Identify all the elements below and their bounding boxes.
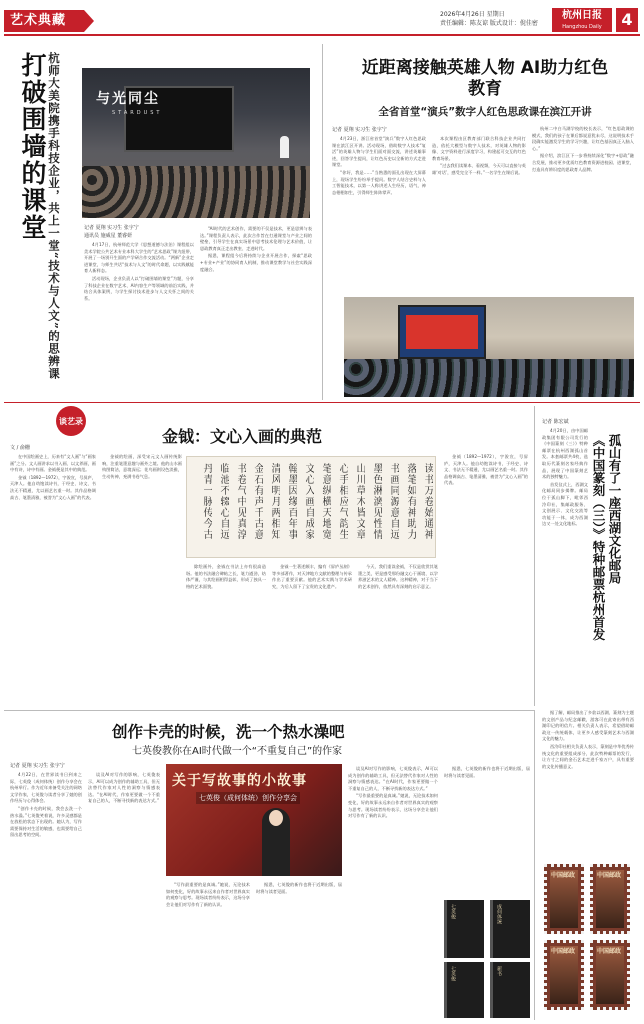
story5-subtitle: 七英俊教你在AI时代做一个“不重复自己”的作家 bbox=[132, 746, 343, 757]
screen-title: 与光同尘 bbox=[96, 91, 160, 107]
story1-para: 据悉，课程组今后将持续与企业开展合作，探索“思政+专业+产业”的协同育人机制，推动课堂教学与社会实践深度融合。 bbox=[200, 253, 312, 272]
book-cover bbox=[490, 962, 530, 1018]
calligraphy-column: 翰墨因缘百年事 bbox=[286, 463, 297, 540]
story5-para: 谈及AI对写作的影响，七英俊表示，AI可以成为创作的辅助工具，但无法替代作家对人性的洞察与情感表达。“在AI时代，作家更要做一个不重复自己的人，不断寻找新的表达方式。” bbox=[348, 766, 438, 791]
story5-body-col1 bbox=[10, 772, 82, 1016]
calligraphy-column: 临池不辍心自远 bbox=[218, 463, 229, 540]
date-block bbox=[440, 10, 538, 28]
event-poster bbox=[166, 764, 342, 876]
story2-body-col2 bbox=[432, 136, 526, 292]
story5-para: 据悉，七英俊的新作也将于近期出版，届时将与读者见面。 bbox=[444, 766, 530, 778]
story5-byline: 记者 夏翔 实习生 张宇宁 bbox=[10, 763, 65, 769]
story2-title: 近距离接触英雄人物 AI助力红色教育 bbox=[361, 58, 609, 99]
masthead bbox=[4, 4, 640, 34]
calligraphy-artwork bbox=[186, 456, 436, 558]
section-tag: 艺术典藏 bbox=[4, 10, 84, 32]
story2-subtitle: 全省首堂“演兵”数字人红色思政课在滨江开讲 bbox=[378, 106, 592, 118]
book-cover bbox=[444, 962, 484, 1018]
story1-byline: 记者 夏翔 实习生 张宇宁 bbox=[84, 225, 139, 231]
story5-body-col5 bbox=[348, 766, 438, 1016]
story2-body-col1 bbox=[332, 136, 426, 292]
story1-photo bbox=[82, 68, 310, 218]
story1-para: “AI时代的艺术创作，需要的不仅是技术，更是思辨与表达。”课程负责人表示，此次合作旨在打通课堂与产业之间的壁垒，引导学生在真实场景中思考技术伦理与艺术价值，让思政教育真正走出教室、走进时代。 bbox=[200, 226, 312, 251]
story4-para: 4月20日，由中国邮政集团有限公司发行的《中国篆刻（三）》特种邮票在杭州西湖孤山首发。本套邮票共4枚，选取历代篆刻名家经典作品，展现了中国篆刻艺术的独特魅力。 bbox=[542, 428, 588, 480]
story3-body-col1 bbox=[10, 454, 96, 706]
paper-logo-cn: 杭州日报 bbox=[562, 10, 602, 21]
poster-headline: 关于写故事的小故事 bbox=[172, 773, 307, 789]
classroom-screen bbox=[398, 305, 486, 359]
column-divider bbox=[534, 710, 535, 1020]
stamp-label: 中国邮政 bbox=[551, 872, 576, 879]
story4-body-col2 bbox=[542, 710, 634, 860]
screen-subtitle: STARDUST bbox=[112, 110, 163, 116]
story3-para: 今天，我们重读金钺，不仅是欣赏其笔墨之美，更是感受那份融文心于画境、以学养滋艺术的文人精神。这种精神，对于当下的艺术创作，依然具有深刻的启示意义。 bbox=[358, 564, 438, 589]
column-divider bbox=[534, 406, 535, 706]
story2-para: “你好，我是……”当熟悉的面孔出现在大屏幕上，现场学生纷纷举手提问。数字人结合史料与人工智能技术，以第一人称讲述人生经历，语气、神态栩栩如生，引得师生阵阵掌声。 bbox=[332, 169, 426, 195]
issue-date: 2026年4月26日 星期日 bbox=[440, 11, 505, 18]
calligraphy-column: 墨色淋漓见性情 bbox=[371, 463, 382, 540]
story4-para: 西泠印社相关负责人表示，篆刻是中华优秀传统文化的重要组成部分，此次特种邮票的发行，让方寸之间的金石艺术走进千家万户，具有重要的文化传播意义。 bbox=[542, 743, 634, 769]
stamp-image bbox=[544, 940, 584, 1010]
stamp-label: 中国邮政 bbox=[597, 872, 622, 879]
speaker-face bbox=[269, 810, 283, 826]
book-title: 七英俊 bbox=[450, 904, 456, 919]
stamp-label: 中国邮政 bbox=[597, 948, 622, 955]
book-title: 七英俊 bbox=[450, 966, 456, 981]
book-title: 成何体统 bbox=[496, 904, 502, 924]
story1-para: 4月17日，杭州师范大学《思想道德与法治》课程组以美术学院公共艺术专业本科大学生的“艺术思政”课为纽带，开展了一场别开生面的产学研合作交流活动。“两新”企业走进课堂，与师生共话“技术与人文”的时代命题，以实践赋能育人新样态。 bbox=[84, 242, 194, 274]
story5-para: 谈及AI对写作的影响，七英俊表示，AI可以成为创作的辅助工具，但无法替代作家对人性的洞察与情感表达。“在AI时代，作家更要做一个不重复自己的人，不断寻找新的表达方式。” bbox=[88, 772, 160, 804]
newspaper-page bbox=[4, 4, 640, 1020]
story2-para: 据介绍，滨江区下一步将持续深化“数字+思政”融合发展，推动更多优质红色教育资源进校园、进课堂，打造具有辨识度的思政育人品牌。 bbox=[532, 153, 634, 172]
calligraphy-column: 落笔如有神助力 bbox=[405, 463, 416, 540]
book-cover bbox=[444, 900, 484, 958]
story2-photo bbox=[344, 297, 634, 397]
story2-body-col3 bbox=[532, 126, 634, 292]
book-cover bbox=[490, 900, 530, 958]
story3-para: 金钺（1892—1972），字浚宣，号屏庐，天津人。他自幼饱读诗书，于经史、诗文、书法无不精通，尤以画艺名重一时。其作品格调高古、笔墨清雅，被誉为“文心入画”的代表。 bbox=[10, 474, 96, 500]
story1-para: 活动现场，企业负责人以“打破围墙的课堂”为题，分享了科技企业在数字艺术、AI内容生产等领域的前沿实践，并结合具体案例，与学生探讨技术进步与人文关怀之间的关系。 bbox=[84, 275, 194, 301]
story3-para: 除绘画外，金钺在书法上亦有很高造诣。他的书法融合碑帖之长，笔力遒劲，结体严谨，与其绘画相得益彰，形成了独具一格的艺术面貌。 bbox=[186, 564, 266, 589]
editors-credit: 责任编辑：陈友谅 版式设计：倪佳密 bbox=[440, 20, 538, 27]
story1-byline2: 通讯员 施威星 董睿妍 bbox=[84, 233, 133, 239]
calligraphy-column: 清风明月两相知 bbox=[269, 463, 280, 540]
column-divider bbox=[322, 44, 323, 400]
story3-body-col6 bbox=[444, 454, 528, 706]
story1-subtitle: 杭师大美院携手科技企业，共上一堂“技术与人文”的思辨课 bbox=[47, 52, 61, 380]
story5-body-col2 bbox=[88, 772, 160, 1016]
speaker-figure bbox=[280, 136, 289, 158]
paper-logo bbox=[552, 8, 612, 32]
story2-para: 本次课程由区教育部门联合科技企业共同打造，依托大模型与数字人技术，对英雄人物的影像、文字资料进行深度学习，构建起可交互的红色教育场景。 bbox=[432, 136, 526, 161]
students bbox=[344, 359, 634, 397]
page-number: 4 bbox=[616, 8, 638, 32]
story5-para: “创作卡壳的时候，我会去洗一个热水澡。”七英俊笑着说，许多灵感都是在放松的状态下出现的。她认为，写作需要保持对生活的敏感，也需要给自己留出思考的空间。 bbox=[10, 805, 82, 838]
story5-body-col6 bbox=[444, 766, 530, 894]
masthead-rule bbox=[4, 34, 640, 36]
calligraphy-column: 文心入画自成家 bbox=[303, 463, 314, 540]
book-title: 新书 bbox=[496, 966, 502, 976]
calligraphy-column: 书卷气中见真淳 bbox=[235, 463, 246, 540]
story3-para: 金钺（1892—1972），字浚宣，号屏庐，天津人。他自幼饱读诗书，于经史、诗文、书法无不精通，尤以画艺名重一时。其作品格调高古、笔墨清雅，被誉为“文心入画”的代表。 bbox=[444, 454, 528, 486]
story4-subtitle: 孤山有了一座西湖文化邮局 bbox=[607, 434, 622, 584]
story5-para: “写作最重要的是真诚。”她说，无论技术如何变化，好的故事永远来自作者对世界真实的观察与思考。现场读者纷纷表示，这场分享会让他们对写作有了新的认识。 bbox=[348, 793, 438, 819]
story1-title: 打破围墙的课堂 bbox=[18, 52, 47, 241]
story1-body-col2 bbox=[200, 226, 312, 392]
story2-byline: 记者 夏翔 实习生 张宇宁 bbox=[332, 127, 387, 133]
story5-body-col4 bbox=[256, 882, 342, 1016]
story3-body-col4 bbox=[272, 564, 352, 706]
paper-logo-en: Hangzhou Daily bbox=[562, 24, 602, 30]
calligraphy-column: 山川草木皆文章 bbox=[354, 463, 365, 540]
column-badge: 谈艺录 bbox=[56, 406, 86, 436]
section-divider bbox=[4, 710, 534, 711]
story5-title: 创作卡壳的时候，洗一个热水澡吧 bbox=[112, 723, 345, 741]
story2-para: 杭州二中白马湖学校的校长表示，“红色思政课的模式，我们的孩子在课后都说意犹未尽，这说明技术手段确实能激发学生的学习兴趣，让红色基因真正入脑入心。” bbox=[532, 126, 634, 151]
calligraphy-column: 书画同源意自远 bbox=[388, 463, 399, 540]
calligraphy-column: 读书万卷始通神 bbox=[422, 463, 433, 540]
story3-body-col3 bbox=[186, 564, 266, 706]
story2-para: 4月23日，浙江省首堂“演兵”数字人红色思政课在滨江区开讲。活动现场，借助数字人技术“复活”的英雄人物与学生们面对面交流，讲述英雄事迹，回答学生提问，让红色历史以全新的方式走进课堂。 bbox=[332, 136, 426, 168]
stamp-image bbox=[590, 940, 630, 1010]
story1-body-col1 bbox=[84, 242, 194, 392]
story4-title: 《中国篆刻（三）》特种邮票杭州首发 bbox=[591, 434, 606, 641]
audience bbox=[82, 166, 310, 218]
story2-para: “过去我们读课本、看视频，今天可以直接与英雄‘对话’，感受完全不一样。”一名学生在课后说。 bbox=[432, 163, 526, 175]
story4-para: 首发仪式上，西湖文化邮局同步揭牌。邮局位于孤山脚下，毗邻西泠印社，集邮政服务、文创展示、文化交流等功能于一体，成为西湖边又一处文化地标。 bbox=[542, 481, 588, 527]
story3-title: 金钺：文心入画的典范 bbox=[162, 427, 323, 446]
section-tag-arrow bbox=[84, 10, 94, 32]
story3-author: 文 / 俞栅 bbox=[10, 445, 30, 451]
story3-para: 金钺一生著述颇丰，编有《屏庐丛刻》等多部著作，对天津地方文献的整理与传承作出了重要贡献。他的艺术实践与学术研究，为后人留下了宝贵的文化遗产。 bbox=[272, 564, 352, 589]
story3-para: 在中国绘画史上，历来有“文人画”与“画家画”之分。文人画讲求以书入画、以文养画，画中有诗，诗中有画。金钺便是其中的典范。 bbox=[10, 454, 96, 473]
story3-body-col5 bbox=[358, 564, 438, 706]
story4-body-col1 bbox=[542, 428, 588, 708]
story3-para: 金钺的绘画，深受宋元文人画传统影响，注重笔墨意趣与画外之境。他的山水画构图简洁，意境深远；花鸟画则设色淡雅，生动传神，充满书卷气息。 bbox=[102, 454, 182, 479]
story4-byline: 记者 陈宏斌 bbox=[542, 419, 569, 425]
calligraphy-column: 心手相应气韵生 bbox=[337, 463, 348, 540]
poster-subline: 七英俊（成何体统）创作分享会 bbox=[196, 792, 300, 804]
calligraphy-column: 金石有声千古意 bbox=[252, 463, 263, 540]
story5-para: 4月22日，在世界读书日到来之际，七英俊（成何体统）创作分享会在杭州举行。作为近年来备受关注的网络文学作家，七英俊与读者分享了她的创作经历与心得体会。 bbox=[10, 772, 82, 804]
section-divider bbox=[4, 402, 640, 403]
story5-para: “写作最重要的是真诚。”她说，无论技术如何变化，好的故事永远来自作者对世界真实的观察与思考。现场读者纷纷表示，这场分享会让他们对写作有了新的认识。 bbox=[166, 882, 250, 907]
story4-para: 据了解，邮局推出了多款以西湖、篆刻为主题的文创产品与纪念邮戳，游客可在此寄出带有西湖印记的明信片。相关负责人表示，希望借助邮政这一传统载体，让更多人感受篆刻艺术与西湖文化的魅力。 bbox=[542, 710, 634, 742]
calligraphy-column: 笔意纵横天地宽 bbox=[320, 463, 331, 540]
stamp-image bbox=[544, 864, 584, 934]
story5-para: 据悉，七英俊的新作也将于近期出版，届时将与读者见面。 bbox=[256, 882, 342, 894]
story3-body-col2 bbox=[102, 454, 182, 706]
stamp-label: 中国邮政 bbox=[551, 948, 576, 955]
story5-body-col3 bbox=[166, 882, 250, 1016]
stamp-image bbox=[590, 864, 630, 934]
calligraphy-column: 丹青一脉传今古 bbox=[201, 463, 212, 540]
